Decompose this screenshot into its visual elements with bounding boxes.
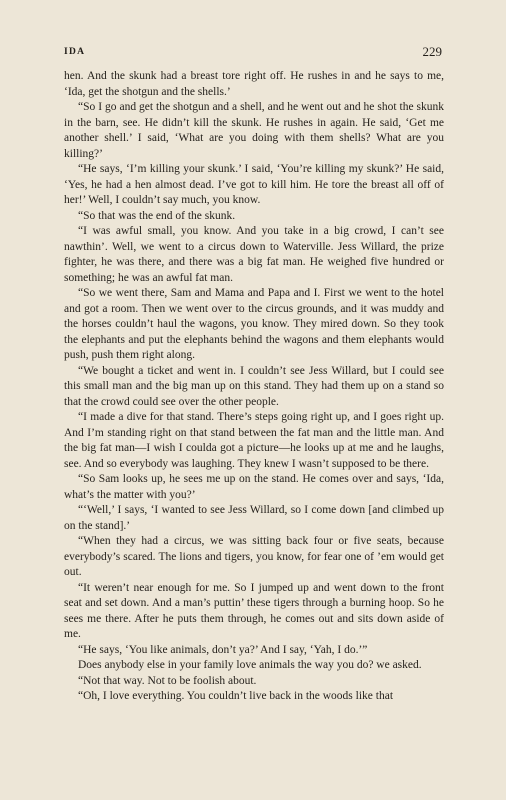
- page-number: 229: [422, 44, 442, 59]
- paragraph: hen. And the skunk had a breast tore right off. He rushes in and he says to me, ‘Ida, get the shotgun and the shells.’: [64, 70, 444, 98]
- paragraph: “I was awful small, you know. And you take in a big crowd, I can’t see nawthin’. Well, we went to a circus down to Waterville. Jess Willard, the prize fighter, he was there, and there was a big fat man. He weighed five hundred or something; he was an awful fat man.: [64, 225, 444, 284]
- body-text: [64, 69, 444, 705]
- paragraph: “So we went there, Sam and Mama and Papa and I. First we went to the hotel and got a room. Then we went over to the circus grounds, and it was muddy and the horses couldn’t haul the wagons, you know. They mired down. So they took the elephants and put the elephants behind the wagons and them elephants would push, push them right along.: [64, 287, 444, 361]
- paragraph: “Oh, I love everything. You couldn’t live back in the woods like that: [78, 690, 394, 702]
- paragraph: “So that was the end of the skunk.: [78, 209, 236, 222]
- running-title: IDA: [64, 47, 86, 57]
- paragraph: “When they had a circus, we was sitting back four or five seats, because everybody’s scared. The lions and tigers, you know, for fear one of ’em would get out.: [64, 535, 444, 578]
- paragraph: Does anybody else in your family love animals the way you do? we asked.: [78, 659, 422, 671]
- paragraph: “He says, ‘I’m killing your skunk.’ I said, ‘You’re killing my skunk?’ He said, ‘Yes, he had a hen almost dead. I’ve got to kill him. He tore the breast all off of her!’ Well, I couldn’t say much, you know.: [64, 163, 444, 206]
- paragraph: “Not that way. Not to be foolish about.: [78, 674, 257, 687]
- paragraph: “We bought a ticket and went in. I couldn’t see Jess Willard, but I could see this small man and the big man up on this stand. They had them up on a stand so that the crowd could see over the other people.: [64, 364, 444, 408]
- paragraph: “He says, ‘You like animals, don’t ya?’ And I say, ‘Yah, I do.’”: [78, 643, 368, 656]
- paragraph: “It weren’t near enough for me. So I jumped up and went down to the front seat and set down. And a man’s puttin’ these tigers through a burning hoop. So he sees me there. After he puts them through, he comes out and sits down aside of me.: [64, 581, 444, 640]
- paragraph: “So I go and get the shotgun and a shell, and he went out and he shot the skunk in the barn, see. He didn’t kill the skunk. He rushes in again. He said, ‘Get me another shell.’ I said, ‘What are you doing with them shells? What are you killing?’: [64, 101, 444, 160]
- paragraph: “‘Well,’ I says, ‘I wanted to see Jess Willard, so I come down [and climbed up on the stand].’: [64, 504, 444, 532]
- paragraph: “I made a dive for that stand. There’s steps going right up, and I goes right up. And I’m standing right on that stand between the fat man and the little man. And the big fat man—I wish I coulda got a picture—he looks up at me and he laughs, see. And so everybody was laughing. They knew I wasn’t supposed to be there.: [64, 411, 444, 470]
- paragraph: “So Sam looks up, he sees me up on the stand. He comes over and says, ‘Ida, what’s the matter with you?’: [64, 473, 444, 501]
- running-head: [64, 44, 442, 62]
